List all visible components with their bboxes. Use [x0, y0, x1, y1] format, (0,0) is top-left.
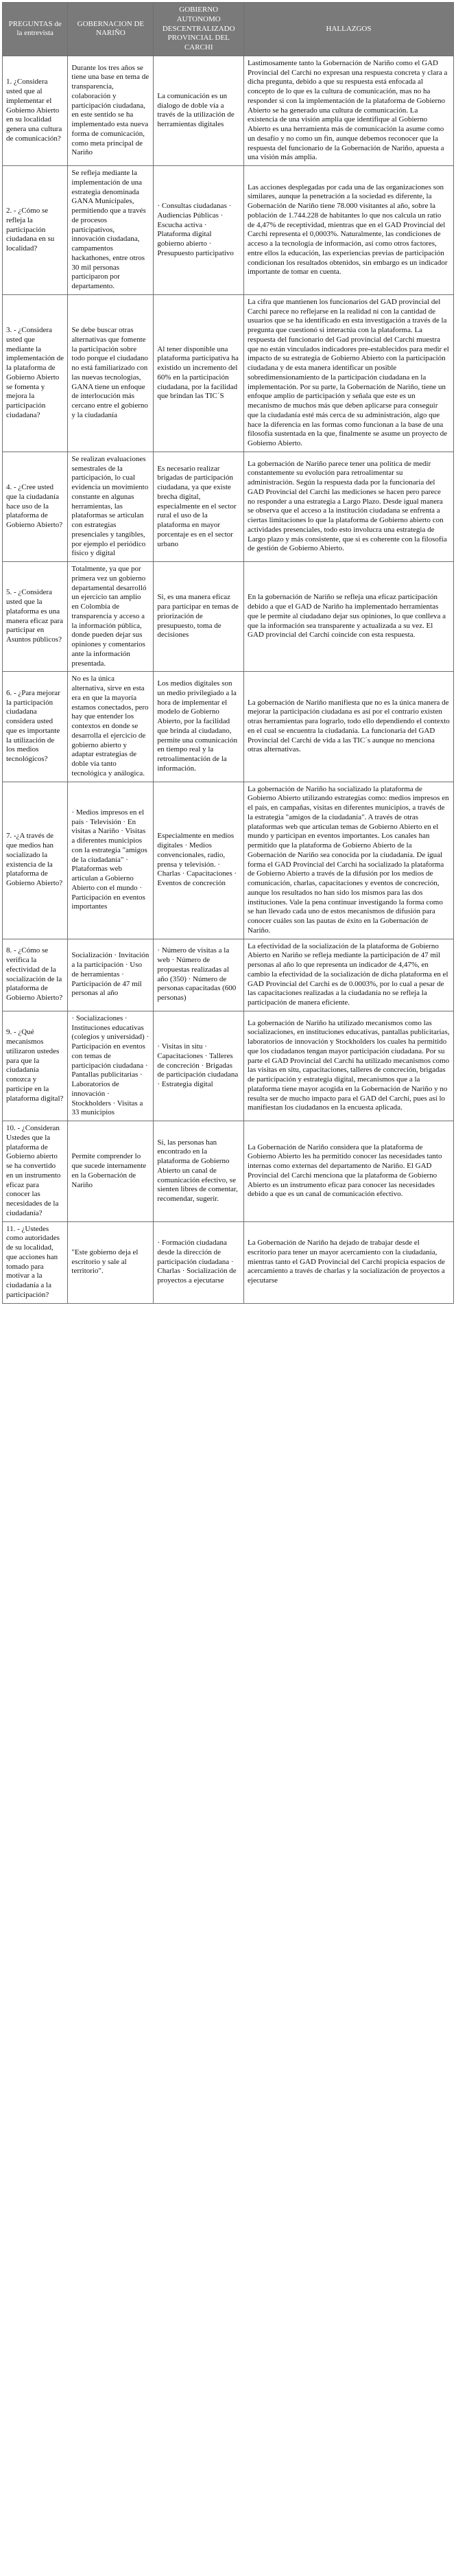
table-row	[3, 452, 454, 561]
carchi-cell: · Consultas ciudadanas · Audiencias Públicas · Escucha activa · Plataforma digital gobierno abierto · Presupuesto participativo	[154, 166, 244, 295]
question-cell: 4. - ¿Cree usted que la ciudadanía hace uso de la plataforma de Gobierno Abierto?	[3, 452, 68, 561]
header-carchi: GOBIERNO AUTONOMO DESCENTRALIZADO PROVINCIAL DEL CARCHI	[154, 3, 244, 56]
findings-cell: La gobernación de Nariño parece tener una política de medir constantemente su evolución para retroalimentar su administración. Según la respuesta dada por la funcionaria del GAD Provincial del Carchi las mediciones se hacen pero parece no responder a una estrategia a Largo Plazo. Desde igual manera se observa que el acceso a la institución ciudadana se enfrenta a ciertas limitaciones lo que la plataforma de Gobierno abierto con actividades presenciales, todo esto involucra una estrategia de Largo plazo y más consistente, que si es coherente con la filosofía de gestión de Gobierno Abierto.	[244, 452, 454, 561]
question-cell: 1. ¿Considera usted que al implementar el Gobierno Abierto en su localidad genera una cultura de comunicación?	[3, 56, 68, 165]
table-row	[3, 939, 454, 1011]
findings-cell: Las acciones desplegadas por cada una de las organizaciones son similares, aunque la penetración a la sociedad es diferente, la Gobernación de Nariño tiene 78.000 visitantes al año, sobre la población de 1.744.228 de habitantes lo que nos calcula un ratio de 4,47% de receptividad, mientras que en el GAD Provincial del Carchi representa el 0,0003%. Naturalmente, las condiciones de acceso a la tecnología de información, así como otros factores, entre ellos la educación, las experiencias previas de participación condicionan los resultados obtenidos, sin embargo es un indicador importante de tomar en cuenta.	[244, 166, 454, 295]
table-row	[3, 672, 454, 782]
narino-cell: Totalmente, ya que por primera vez un gobierno departamental desarrolló un ejercicio tan amplio en Colombia de transparencia y acceso a la información pública, donde pueden dejar sus opiniones y comentarios ante la información presentada.	[68, 562, 154, 672]
findings-cell: En la gobernación de Nariño se refleja una eficaz participación debido a que el GAD de Nariño ha implementado herramientas que le permite al ciudadano dejar sus opiniones, lo que conlleva a que la información sea transparente y actualizada a su vez. El GAD provincial del Carchi coincide con esta respuesta.	[244, 562, 454, 672]
findings-cell: La gobernación de Nariño manifiesta que no es la única manera de mejorar la participación ciudadana es así por el contrario existen otras herramientas para lograrlo, todo ello dependiendo el contexto en el cual se encuentra la ciudadanía. La funcionaria del GAD Provincial del Carchi de vida a las TIC´s aunque no menciona otras alternativas.	[244, 672, 454, 782]
findings-cell: La gobernación de Nariño ha utilizado mecanismos como las socializaciones, en instituciones educativas, pantallas publicitarias, laboratorios de innovación y Stockholders los cuales ha permitido que los ciudadanos tengan mayor participación ciudadana. Por su parte el GAD Provincial del Carchi ha utilizado mecanismos como las visitas en situ, capacitaciones, talleres de concreción, brigadas de participación y estrategia digital, mecanismos que a la plataforma tiene mayor acogida en la Gobernación de Nariño y no resulta ser de mucho impacto para el GAD del Carchi, pues así lo manifiestan los ciudadanos en la encuesta aplicada.	[244, 1011, 454, 1121]
carchi-cell: Los medios digitales son un medio privilegiado a la hora de implementar el modelo de Gobierno Abierto, por la facilidad que brinda al ciudadano, permite una comunicación en tiempo real y la retroalimentación de la información.	[154, 672, 244, 782]
narino-cell: · Socializaciones · Instituciones educativas (colegios y universidad) · Participación en eventos con temas de participación ciudadana · Pantallas publicitarias · Laboratorios de innovación · Stockholders · Visitas a 33 municipios	[68, 1011, 154, 1121]
carchi-cell: · Número de visitas a la web · Número de propuestas realizadas al año (350) · Número de personas capacitadas (600 personas)	[154, 939, 244, 1011]
table-row	[3, 1121, 454, 1222]
carchi-cell: La comunicación es un dialogo de doble vía a través de la utilización de herramientas digitales	[154, 56, 244, 165]
findings-cell: Lastimosamente tanto la Gobernación de Nariño como el GAD Provincial del Carchi no expresan una respuesta concreta y clara a dicha pregunta, debido a que su respuesta está enfocada al concepto de lo que es la cultura de comunicación, mas no ha responder si con la implementación de la plataforma de Gobierno Abierto se ha generado una cultura de comunicación. La existencia de una visión amplia que identifique al Gobierno Abierto es una herramienta más de comunicación la asume como un desafío y no como un fin, aunque debemos reconocer que la respuesta del funcionario de la Gobernación de Nariño, apuesta a una visión más amplia.	[244, 56, 454, 165]
header-narino: GOBERNACION DE NARIÑO	[68, 3, 154, 56]
table-row	[3, 562, 454, 672]
findings-cell: La Gobernación de Nariño considera que la plataforma de Gobierno Abierto les ha permitido conocer las necesidades tanto internas como externas del departamento de Nariño. El GAD Provincial del Carchi menciona que la plataforma de Gobierno Abierto es un instrumento eficaz para conocer las necesidades debido a que es un canal de comunicación efectivo.	[244, 1121, 454, 1222]
narino-cell: Durante los tres años se tiene una base en tema de transparencia, colaboración y participación ciudadana, en este sentido se ha implementado esta nueva forma de comunicación, como meta principal de Nariño	[68, 56, 154, 165]
narino-cell: Socialización · Invitación a la participación · Uso de herramientas · Participación de 47 mil personas al año	[68, 939, 154, 1011]
question-cell: 5. - ¿Considera usted que la plataforma es una manera eficaz para participar en Asuntos públicos?	[3, 562, 68, 672]
findings-table	[2, 2, 454, 1304]
narino-cell: Se debe buscar otras alternativas que fomente la participación sobre todo porque el ciudadano no está familiarizado con las nuevas tecnologías, GANA tiene un enfoque de interlocución más cercano entre el gobierno y la ciudadanía	[68, 294, 154, 452]
table-row	[3, 166, 454, 295]
narino-cell: No es la única alternativa, sirve en esta era en que la mayoría estamos conectados, pero hay que entender los contextos en donde se desarrolla el ejercicio de gobierno abierto y adaptar estrategias de doble vía tanto tecnológica y análogica.	[68, 672, 154, 782]
question-cell: 3. - ¿Considera usted que mediante la implementación de la plataforma de Gobierno Abierto se fomenta y mejora la participación ciudadana?	[3, 294, 68, 452]
findings-cell: La gobernación de Nariño ha socializado la plataforma de Gobierno Abierto utilizando estrategias como: medios impresos en el país, en campañas, visitas en diferentes municipios, a través de la estrategia "amigos de la ciudadanía". A través de otras plataformas web que articulan temas de Gobierno Abierto en el mundo y participan en eventos importantes. Los canales han permitido que la plataforma de Gobierno Abierto de la Gobernación de Nariño sea conocida por la ciudadanía. De igual forma el GAD Provincial del Carchi ha socializado la plataforma de Gobierno Abierto a través de la difusión por los medios de comunicación, charlas, capacitaciones y eventos de concreción, aunque los resultados no han sido los mismos para las dos instituciones. Vale la pena continuar investigando la forma como se han llevado cada uno de estos mecanismos de difusión para conocer cuáles son las pautas de éxito en la Gobernación de Nariño.	[244, 782, 454, 939]
header-findings: HALLAZGOS	[244, 3, 454, 56]
narino-cell: Se realizan evaluaciones semestrales de la participación, lo cual evidencia un movimiento constante en algunas herramientas, las plataformas se articulan con estrategias presenciales y tangibles, por ejemplo el periódico físico y digital	[68, 452, 154, 561]
carchi-cell: Si, las personas han encontrado en la plataforma de Gobierno Abierto un canal de comunicación efectivo, se sienten libres de comentar, recomendar, sugerir.	[154, 1121, 244, 1222]
header-row	[3, 3, 454, 56]
findings-cell: La Gobernación de Nariño ha dejado de trabajar desde el escritorio para tener un mayor acercamiento con la ciudadanía, mientras tanto el GAD Provincial del Carchi propicia espacios de acercamiento a través de charlas y la socialización de proyectos a ejecutarse	[244, 1221, 454, 1303]
question-cell: 7. -¿A través de que medios han socializado la existencia de la plataforma de Gobierno Abierto?	[3, 782, 68, 939]
findings-cell: La efectividad de la socialización de la plataforma de Gobierno Abierto en Nariño se refleja mediante la participación de 47 mil personas al año lo que representa un indicador de 4,47%, en cambio la efectividad de la socialización de dicha plataforma en el GAD Provincial del Carchi es de 0.0003%, por lo cual a pesar de las capacitaciones realizadas a la ciudadanía no se refleja la participación de manera eficiente.	[244, 939, 454, 1011]
question-cell: 9. - ¿Qué mecanismos utilizaron ustedes para que la ciudadanía conozca y participe en la plataforma digital?	[3, 1011, 68, 1121]
findings-cell: La cifra que mantienen los funcionarios del GAD provincial del Carchi parece no reflejarse en la realidad ni con la cantidad de usuarios que se ha identificado en esta investigación a través de la pregunta que cuestionó si interactúa con la plataforma. La respuesta del funcionario del Gad provincial del Carchi muestra que no están vinculados indicadores pre-establecidos para medir el impacto de su estrategia de Gobierno Abierto con la participación ciudadana y de esta manera identificar un posible sobredimensionamiento de la participación ciudadana en la implementación. Por su parte, la Gobernación de Nariño, tiene un enfoque amplio de participación y señala que este es un mecanismo de muchos más que deben aplicarse para conseguir que la ciudadanía esté más cerca de su administración, algo que hace la diferencia en las formas como funcionan a la base de una filosofía sustentada en la que, finalmente se asume un proyecto de Gobierno Abierto.	[244, 294, 454, 452]
table-row	[3, 1221, 454, 1303]
question-cell: 8. - ¿Cómo se verifica la efectividad de la socialización de la plataforma de Gobierno Abierto?	[3, 939, 68, 1011]
carchi-cell: · Visitas in situ · Capacitaciones · Talleres de concreción · Brigadas de participación ciudadana · Estrategia digital	[154, 1011, 244, 1121]
question-cell: 11. - ¿Ustedes como autoridades de su localidad, que acciones han tomado para motivar a la ciudadanía a la participación?	[3, 1221, 68, 1303]
carchi-cell: Es necesario realizar brigadas de participación ciudadana, ya que existe brecha digital, especialmente en el sector rural el uso de la plataforma en mayor porcentaje es en el sector urbano	[154, 452, 244, 561]
carchi-cell: · Formación ciudadana desde la dirección de participación ciudadana · Charlas · Socialización de proyectos a ejecutarse	[154, 1221, 244, 1303]
narino-cell: · Medios impresos en el país · Televisión · En visitas a Nariño · Visitas a diferentes municipios con la estrategia "amigos de la ciudadanía" · Plataformas web articulan a Gobierno Abierto con el mundo · Participación en eventos importantes	[68, 782, 154, 939]
table-row	[3, 1011, 454, 1121]
narino-cell: Permite comprender lo que sucede internamente en la Gobernación de Nariño	[68, 1121, 154, 1222]
header-questions: PREGUNTAS de la entrevista	[3, 3, 68, 56]
table-row	[3, 56, 454, 165]
table-row	[3, 782, 454, 939]
carchi-cell: Si, es una manera eficaz para participar en temas de priorización de presupuesto, toma de decisiones	[154, 562, 244, 672]
question-cell: 6. - ¿Para mejorar la participación ciudadana considera usted que es importante la utilización de los medios tecnológicos?	[3, 672, 68, 782]
table-row	[3, 294, 454, 452]
narino-cell: Se refleja mediante la implementación de una estrategia denominada GANA Municipales, permitiendo que a través de procesos participativos, innovación ciudadana, campamentos hackathones, entre otros 30 mil personas participaron por departamento.	[68, 166, 154, 295]
question-cell: 2. - ¿Cómo se refleja la participación ciudadana en su localidad?	[3, 166, 68, 295]
carchi-cell: Al tener disponible una plataforma participativa ha existido un incremento del 60% en la participación ciudadana, por la facilidad que brindan las TIC´S	[154, 294, 244, 452]
carchi-cell: Especialmente en medios digitales · Medios convencionales, radio, prensa y televisión. · Charlas · Capacitaciones · Eventos de concreción	[154, 782, 244, 939]
question-cell: 10. - ¿Consideran Ustedes que la plataforma de Gobierno abierto se ha convertido en un instrumento eficaz para conocer las necesidades de la ciudadanía?	[3, 1121, 68, 1222]
narino-cell: "Este gobierno deja el escritorio y sale al territorio".	[68, 1221, 154, 1303]
